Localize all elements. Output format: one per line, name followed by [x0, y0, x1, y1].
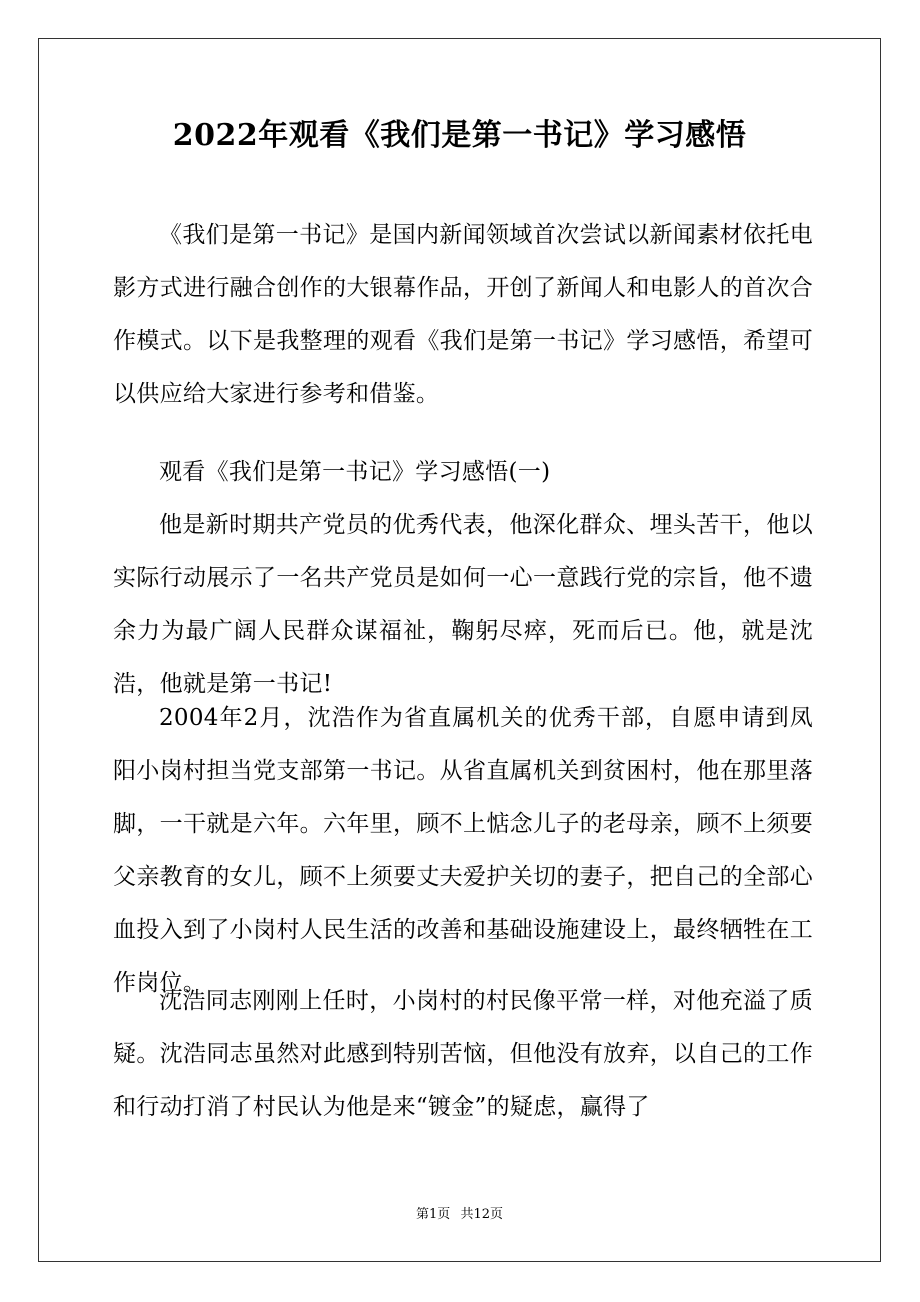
body-paragraph-3: 沈浩同志刚刚上任时，小岗村的村民像平常一样，对他充溢了质疑。沈浩同志虽然对此感到特别苦恼，但他没有放弃，以自己的工作和行动打消了村民认为他是来“镀金”的疑虑，赢得了	[113, 988, 813, 1120]
body-paragraph-1: 他是新时期共产党员的优秀代表，他深化群众、埋头苦干，他以实际行动展示了一名共产党员是如何一心一意践行党的宗旨，他不遗余力为最广阔人民群众谋福祉，鞠躬尽瘁，死而后已。他，就是沈浩，他就是第一书记!	[113, 512, 813, 697]
intro-paragraph: 《我们是第一书记》是国内新闻领域首次尝试以新闻素材依托电影方式进行融合创作的大银幕作品，开创了新闻人和电影人的首次合作模式。以下是我整理的观看《我们是第一书记》学习感悟，希望可以供应给大家进行参考和借鉴。	[113, 222, 813, 407]
page-footer	[38, 1205, 881, 1225]
section-heading: 观看《我们是第一书记》学习感悟(一)	[159, 459, 551, 485]
page-number: 第1页	[416, 1207, 451, 1222]
body-paragraph-2: 2004年2月，沈浩作为省直属机关的优秀干部，自愿申请到凤阳小岗村担当党支部第一书记。从省直属机关到贫困村，他在那里落脚，一干就是六年。六年里，顾不上惦念儿子的老母亲，顾不上须要父亲教育的女儿，顾不上须要丈夫爱护关切的妻子，把自己的全部心血投入到了小岗村人民生活的改善和基础设施建设上，最终牺牲在工作岗位。	[113, 705, 813, 996]
document-title: 2022年观看《我们是第一书记》学习感悟	[172, 118, 747, 153]
page-total: 共12页	[460, 1207, 503, 1222]
